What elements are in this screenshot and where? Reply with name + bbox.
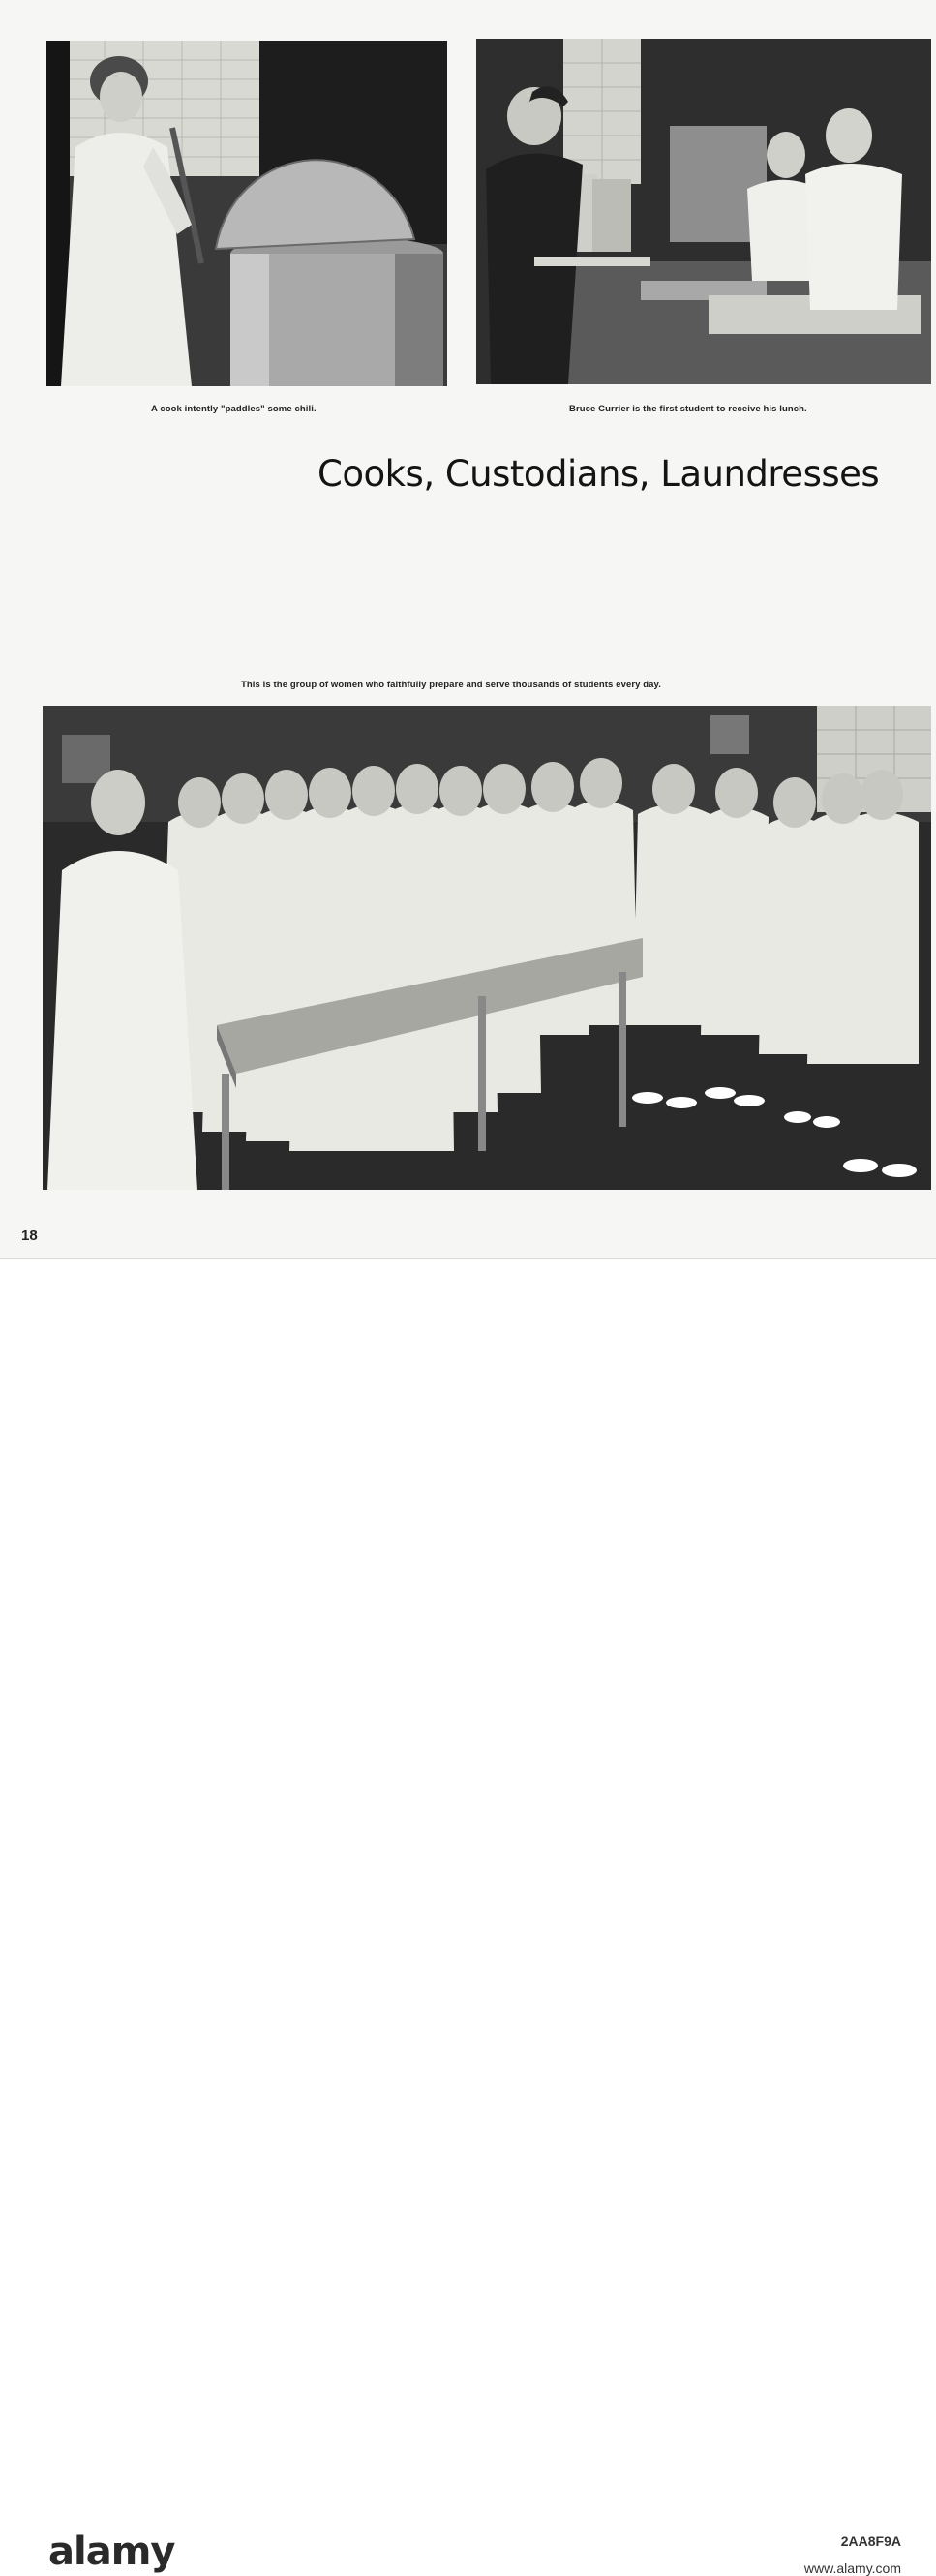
caption-group-photo: This is the group of women who faithfully prepare and serve thousands of students every day. — [241, 680, 661, 690]
caption-lunch-line: Bruce Currier is the first student to receive his lunch. — [569, 404, 807, 414]
yearbook-page — [0, 0, 936, 1258]
site-url: www.alamy.com — [803, 2561, 901, 2576]
page-number: 18 — [21, 1227, 38, 1244]
page-heading: Cooks, Custodians, Laundresses — [317, 453, 880, 495]
photo-cook-stirring-chili — [46, 41, 447, 386]
image-id: 2AA8F9A — [840, 2533, 901, 2549]
caption-cook: A cook intently "paddles" some chili. — [151, 404, 317, 414]
photo-lunch-line — [476, 39, 931, 384]
photo-kitchen-staff-group — [43, 706, 931, 1190]
brand-logo: alamy — [48, 2530, 175, 2574]
watermark-footer — [0, 1258, 936, 2576]
